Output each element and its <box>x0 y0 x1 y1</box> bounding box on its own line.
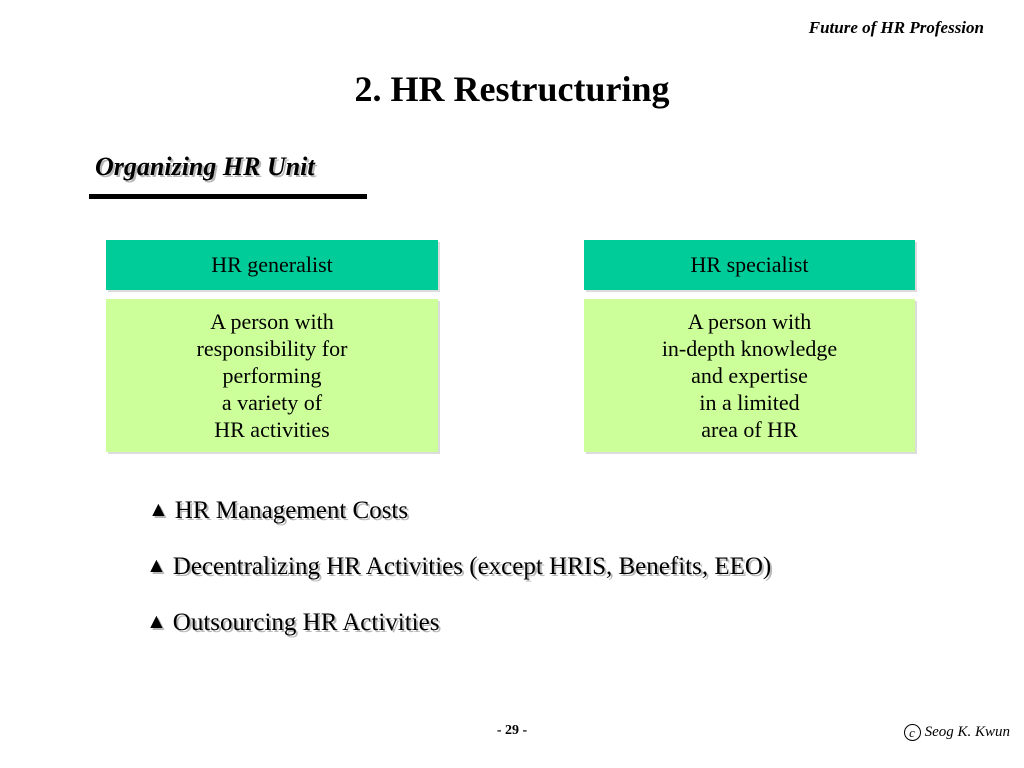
triangle-up-icon: ▲ <box>146 609 167 633</box>
specialist-card-body <box>584 299 915 452</box>
section-underline <box>89 194 367 199</box>
generalist-title-text: HR generalist <box>211 252 333 277</box>
bullet-outsourcing <box>146 609 439 637</box>
triangle-up-icon: ▲ <box>148 497 169 521</box>
bullet-decentralizing <box>146 553 771 581</box>
generalist-line: A person with <box>210 309 334 334</box>
copyright <box>904 724 1010 741</box>
generalist-line: performing <box>222 363 322 388</box>
specialist-line: A person with <box>687 309 812 334</box>
bullet-text: Decentralizing HR Activities (except HRIS, Benefits, EEO) <box>172 553 772 580</box>
specialist-line: in a limited <box>699 390 800 415</box>
specialist-line: and expertise <box>691 363 808 388</box>
generalist-card-title <box>106 240 438 290</box>
author-name: Seog K. Kwun <box>924 724 1010 740</box>
slide-title: 2. HR Restructuring <box>354 69 670 109</box>
triangle-up-icon: ▲ <box>146 553 167 577</box>
header-tag: Future of HR Profession <box>808 18 984 37</box>
specialist-line: area of HR <box>701 417 798 442</box>
specialist-line: in-depth knowledge <box>661 336 838 361</box>
bullet-text: HR Management Costs <box>174 497 409 524</box>
generalist-line: a variety of <box>221 390 323 415</box>
generalist-card-body <box>106 299 438 452</box>
page-number: - 29 - <box>496 723 528 738</box>
generalist-line: responsibility for <box>196 336 348 361</box>
specialist-card-title <box>584 240 915 290</box>
bullet-hr-management-costs <box>148 497 408 525</box>
generalist-line: HR activities <box>214 417 330 442</box>
copyright-icon: c <box>904 724 921 741</box>
section-heading: Organizing HR Unit <box>95 152 315 181</box>
bullet-text: Outsourcing HR Activities <box>172 609 440 636</box>
specialist-title-text: HR specialist <box>690 252 809 277</box>
